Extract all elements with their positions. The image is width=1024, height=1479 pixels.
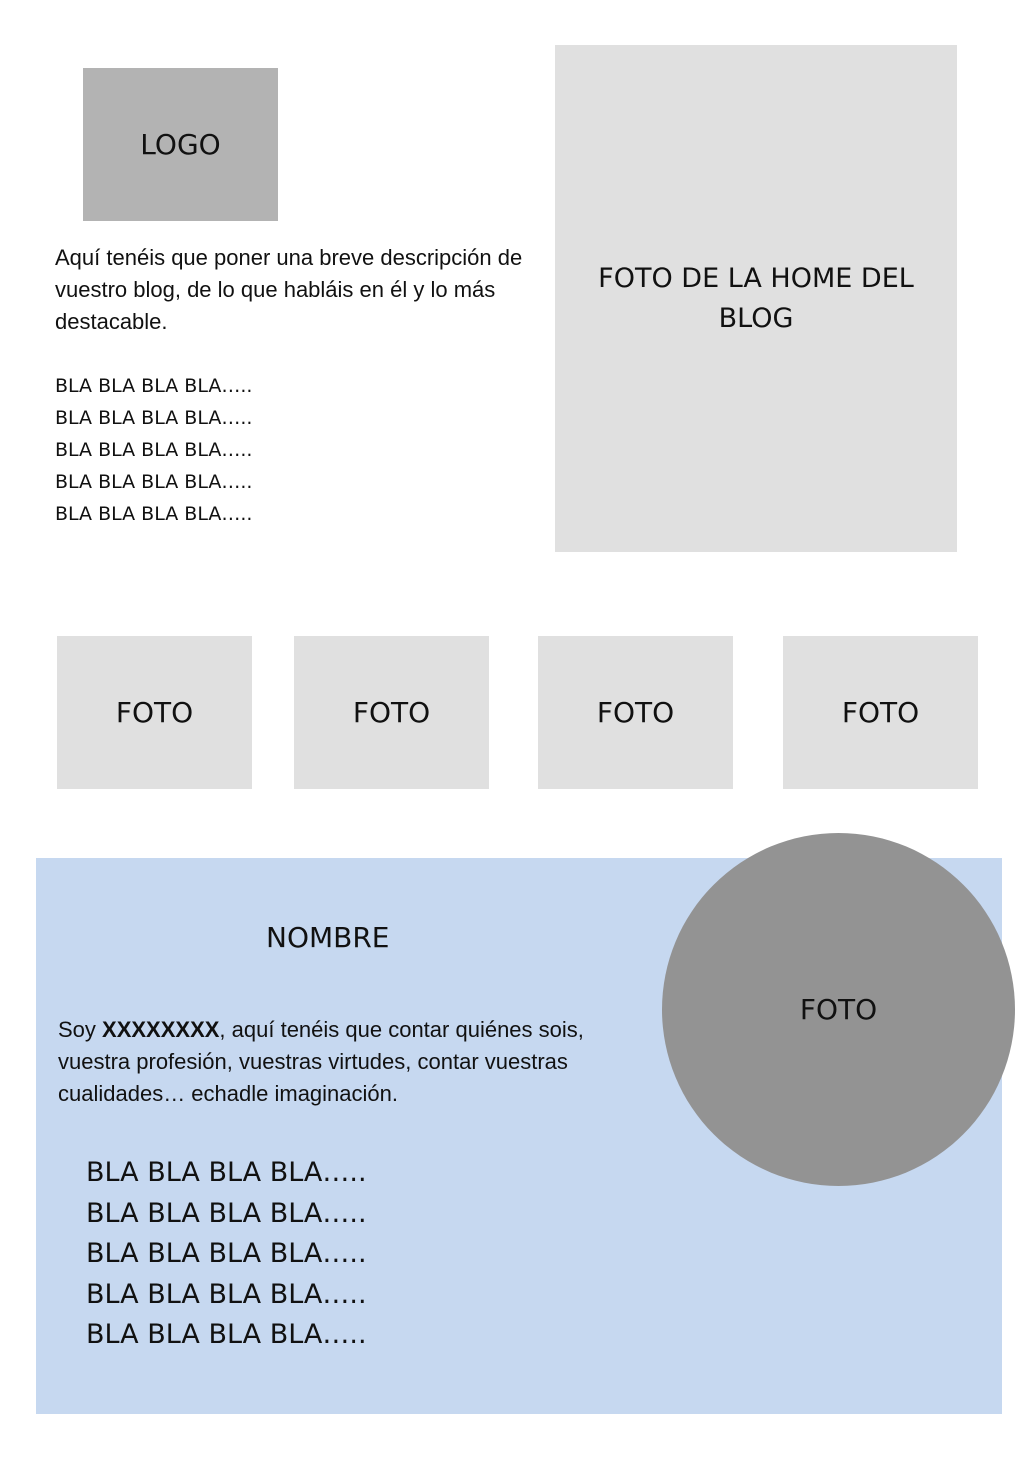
logo-label: LOGO <box>140 128 221 161</box>
about-bla-list <box>86 1153 367 1356</box>
gallery-photo-4 <box>783 636 978 789</box>
list-item: BLA BLA BLA BLA….. <box>86 1197 367 1229</box>
home-photo-placeholder <box>555 45 957 552</box>
blog-description: Aquí tenéis que poner una breve descripción de vuestro blog, de lo que habláis en él y lo más destacable. <box>55 245 523 334</box>
about-intro-rest: , aquí tenéis que contar quiénes sois, vuestra profesión, vuestras virtudes, contar vuestras cualidades… echadle imaginación. <box>58 1017 584 1106</box>
list-item: BLA BLA BLA BLA….. <box>55 439 253 461</box>
list-item: BLA BLA BLA BLA….. <box>86 1319 367 1350</box>
gallery-photo-label: FOTO <box>352 696 431 729</box>
about-name-heading: NOMBRE <box>266 921 390 954</box>
list-item: BLA BLA BLA BLA….. <box>86 1157 367 1188</box>
blog-bla-list <box>55 370 252 530</box>
gallery-photo-label: FOTO <box>841 696 920 729</box>
list-item: BLA BLA BLA BLA….. <box>86 1278 367 1310</box>
list-item: BLA BLA BLA BLA….. <box>55 407 253 429</box>
gallery-photo-label: FOTO <box>115 696 194 729</box>
gallery-photo-2 <box>294 636 489 789</box>
home-photo-label: FOTO DE LA HOME DEL BLOG <box>598 263 914 334</box>
gallery-photo-label: FOTO <box>596 696 675 729</box>
list-item: BLA BLA BLA BLA….. <box>55 375 253 397</box>
gallery-photo-1 <box>57 636 252 789</box>
about-name-placeholder: XXXXXXXX <box>102 1017 220 1042</box>
list-item: BLA BLA BLA BLA….. <box>55 503 253 525</box>
gallery-photo-3 <box>538 636 733 789</box>
list-item: BLA BLA BLA BLA….. <box>86 1238 367 1269</box>
logo-placeholder <box>83 68 278 221</box>
profile-photo-label: FOTO <box>799 993 878 1026</box>
profile-photo-placeholder <box>662 833 1015 1186</box>
list-item: BLA BLA BLA BLA….. <box>55 471 253 493</box>
about-description <box>58 1014 618 1110</box>
about-intro-prefix: Soy <box>58 1017 103 1042</box>
